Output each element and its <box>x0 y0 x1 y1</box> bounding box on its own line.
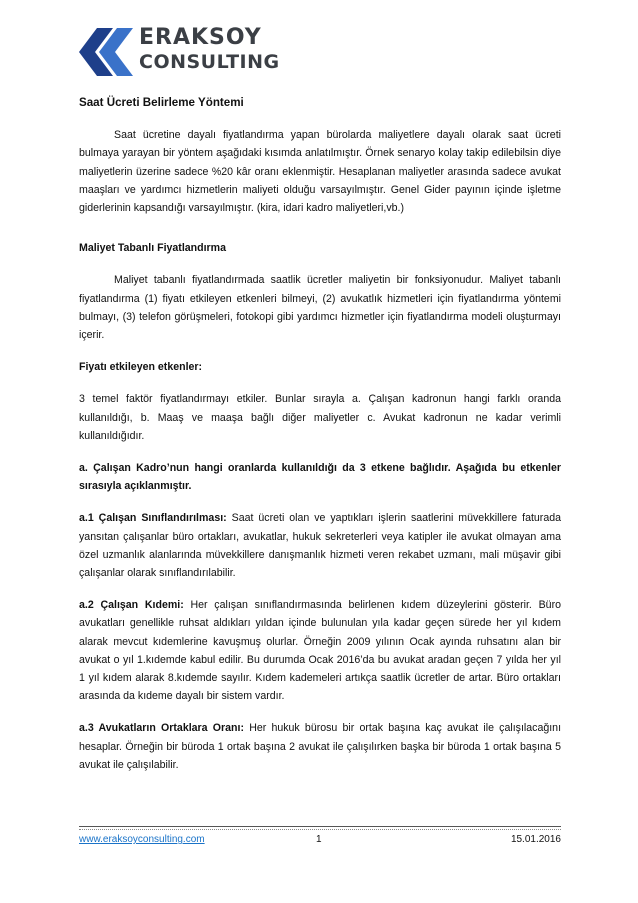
footer-divider-dotted <box>79 829 561 830</box>
footer-page-number: 1 <box>316 834 322 845</box>
paragraph-a3-text: Her hukuk bürosu bir ortak başına kaç avukat ile çalışılacağını hesaplar. Örneğin bir büroda 1 ortak başına 2 avukat ile çalışılırken başka bir büroda 1 ortak başına 5 avukat ile çalışılabilir. <box>79 722 562 771</box>
page-footer <box>79 834 561 850</box>
intro-paragraph: Saat ücretine dayalı fiyatlandırma yapan bürolarda maliyetlere dayalı olarak saat ücreti bulmaya yarayan bir yöntem aşağıdaki kısımda anlatılmıştır. Örnek senaryo kolay takip edilebilsin diye maliyetlerin üzerine sadece %20 kâr oranı eklenmiştir. Hesaplanan maliyetler arasında sadece avukat maaşları ve yardımcı hizmetlerin maliyeti olduğu varsayılmıştır. Genel Gider payının içinde işletme giderlerinin kapsandığı varsayılmıştır. (kira, idari kadro maliyetleri,vb.) <box>79 129 561 215</box>
paragraph-a2 <box>79 596 561 705</box>
paragraph-a1-label: a.1 Çalışan Sınıflandırılması: <box>79 512 227 525</box>
paragraph-a1 <box>79 509 561 582</box>
paragraph-a3 <box>79 719 561 774</box>
paragraph-a1-text: Saat ücreti olan ve yaptıkları işlerin saatlerini müvekkillere faturada yansıtan çalışanlar büro ortakları, avukatlar, hukuk sekreterleri veya katipler ile avukat olmayan ama özel uzmanlık alanlarında müvekkillere danışmanlık hizmeti veren rekabet uzmanı, mali müşavir gibi çalışanlar olarak sınıflandırılabilir. <box>79 512 561 580</box>
logo-wordmark-bottom: CONSULTING <box>139 51 280 73</box>
logo-wordmark-top: ERAKSOY <box>139 25 262 50</box>
paragraph-a2-text: Her çalışan sınıflandırmasında belirlenen kıdem düzeylerini gösterir. Büro avukatları genellikle ruhsat aldıkları yıldan içinde bulunulan yıla kadar geçen sürede her yıl kıdem alarak mevcut kıdemlerine kavuşmuş olurlar. Örneğin 2009 yılının Ocak ayında ruhsatını alan bir avukat o yıl 1.kıdemde kabul edilir. Bu durumda Ocak 2016’da bu avukat aradan geçen 7 yılda her yıl 1 yıl kıdem alarak 8.kıdemde sayılır. Kıdem kademeleri artıkça saatlik ücretler de artar. Büro ortakları arasında da kıdeme dayalı bir sistem vardır. <box>79 599 561 703</box>
footer-divider <box>79 826 561 827</box>
cost-based-paragraph: Maliyet tabanlı fiyatlandırmada saatlik ücretler maliyetin bir fonksiyonudur. Maliyet tabanlı fiyatlandırma (1) fiyatı etkileyen etkenleri bilmeyi, (2) avukatlık hizmetleri için fiyatlandırma yöntemi bulmayı, (3) telefon görüşmeleri, fotokopi gibi yardımcı hizmetler için fiyatlandırma modeli oluşturmayı içerir. <box>79 274 561 342</box>
section-heading-cost-based: Maliyet Tabanlı Fiyatlandırma <box>79 242 226 255</box>
paragraph-a2-label: a.2 Çalışan Kıdemi: <box>79 599 184 612</box>
subsection-heading-a: a. Çalışan Kadro’nun hangi oranlarda kullanıldığı da 3 etkene bağlıdır. Aşağıda bu etkenler sırasıyla açıklanmıştır. <box>79 462 561 493</box>
section-heading-factors: Fiyatı etkileyen etkenler: <box>79 361 203 374</box>
footer-date: 15.01.2016 <box>510 834 561 845</box>
document-body <box>79 90 561 774</box>
page-title: Saat Ücreti Belirleme Yöntemi <box>79 96 244 109</box>
footer-website-link[interactable]: www.eraksoyconsulting.com <box>79 834 205 845</box>
factors-paragraph: 3 temel faktör fiyatlandırmayı etkiler. Bunlar sırayla a. Çalışan kadronun hangi farklı oranda kullanıldığı, b. Maaş ve maaşa bağlı diğer maliyetler c. Avukat kadronun ne kadar verimli kullanıldığıdır. <box>79 393 561 442</box>
paragraph-a3-label: a.3 Avukatların Ortaklara Oranı: <box>79 722 244 735</box>
